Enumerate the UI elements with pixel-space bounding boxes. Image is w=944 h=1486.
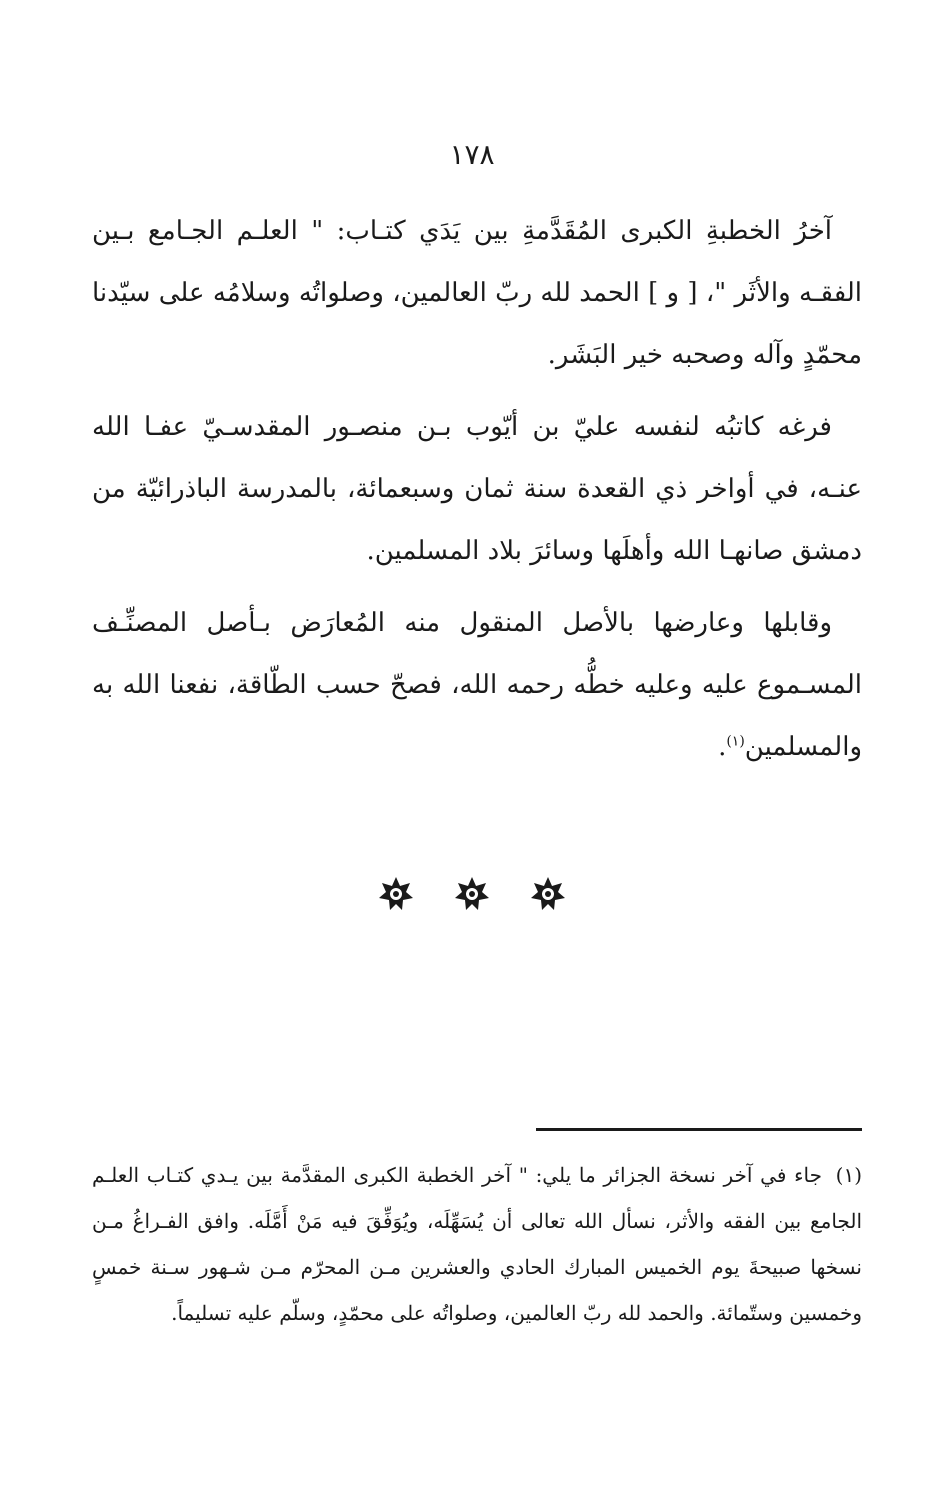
star-ornament-icon <box>454 876 490 912</box>
paragraph-collation-end: . <box>718 732 727 762</box>
paragraph-collation <box>92 592 862 778</box>
paragraph-collation-text: وقابلها وعارضها بالأصل المنقول منه المُعارَض بـأصل المصنِّـف المسـموع عليه وعليه خطُّه رحمه الله، فصحّ حسب الطّاقة، نفعنا الله به والمسلمين <box>92 608 862 762</box>
footnote-label: (١) <box>835 1163 862 1187</box>
footnote <box>92 1152 862 1336</box>
footnote-text: جاء في آخر نسخة الجزائر ما يلي: " آخر الخطبة الكبرى المقدَّمة بين يـدي كتـاب العلـم الجامع بين الفقه والأثر، نسأل الله تعالى أن يُسَهِّلَه، ويُوَفِّقَ فيه مَنْ أَمَّلَه. وافق الفـراغُ مـن نسخها صبيحةَ يوم الخميس المبارك الحادي والعشرين مـن المحرّم مـن شـهور سـنة خمسٍ وخمسين وستّمائة. والحمد لله ربّ العالمين، وصلواتُه على محمّدٍ، وسلّم عليه تسليماً. <box>92 1163 862 1325</box>
page-number: ١٧٨ <box>449 138 495 171</box>
main-text <box>92 200 862 788</box>
star-ornament-icon <box>378 876 414 912</box>
star-ornament-icon <box>530 876 566 912</box>
paragraph-scribe: فرغه كاتبُه لنفسه عليّ بن أيّوب بـن منصـور المقدسـيّ عفـا الله عنـه، في أواخر ذي القعدة سنة ثمان وسبعمائة، بالمدرسة الباذرائيّة من دمشق صانهـا الله وأهلَها وسائرَ بلاد المسلمين. <box>92 412 862 566</box>
paragraph-colophon: آخرُ الخطبةِ الكبرى المُقَدَّمةِ بين يَدَي كتـاب: " العلـم الجـامع بـين الفقـه والأثَر "، [ و ] الحمد لله ربّ العالمين، وصلواتُه وسلامُه على سيّدنا محمّدٍ وآله وصحبه خير البَشَر. <box>92 216 862 370</box>
footnote-separator <box>536 1128 862 1131</box>
footnote-reference[interactable]: (١) <box>726 733 745 750</box>
section-ornaments <box>0 876 944 912</box>
